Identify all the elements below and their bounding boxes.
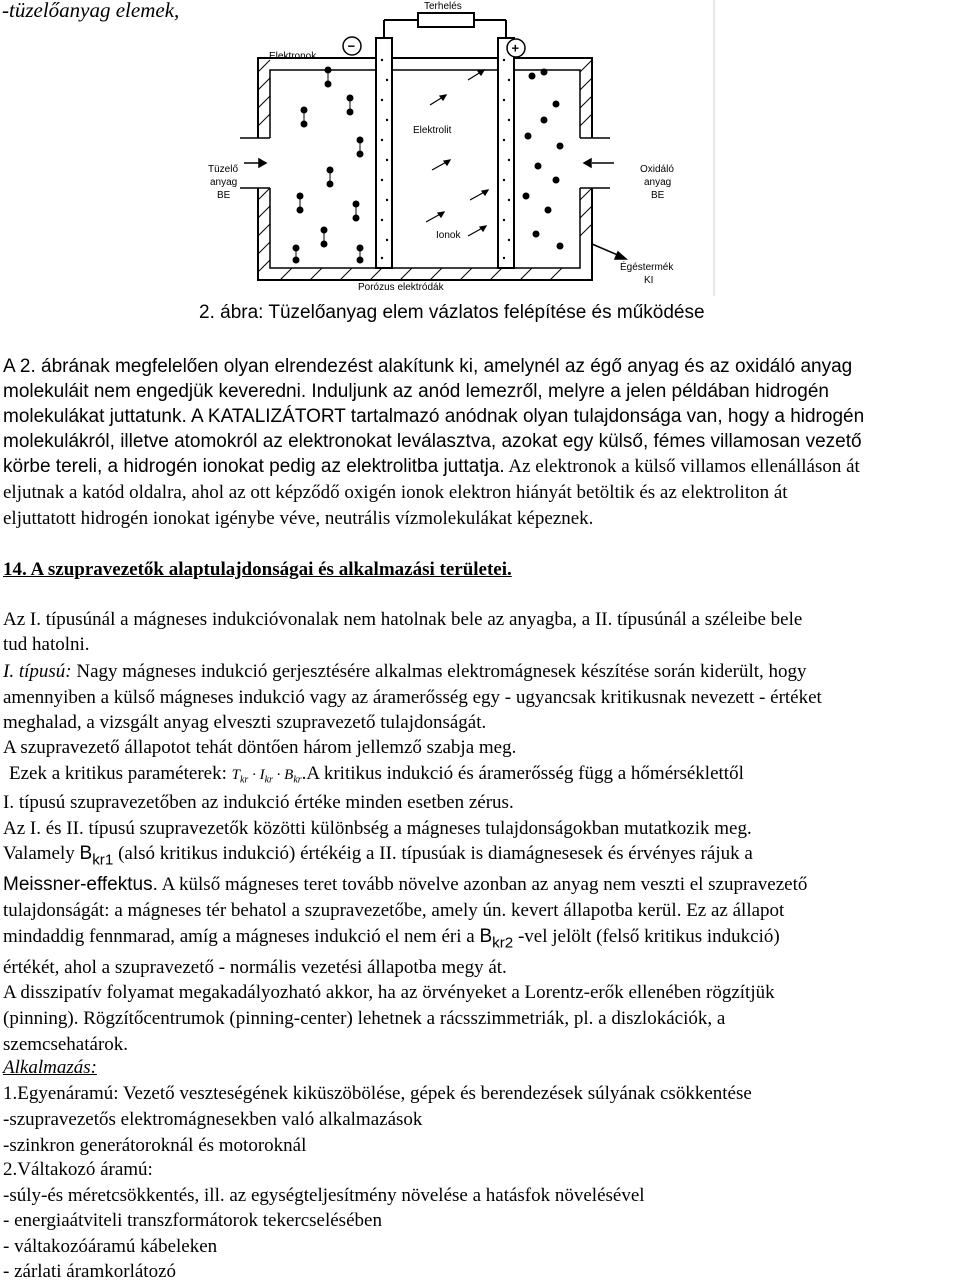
application-item-4: 2.Váltakozó áramú:: [3, 1159, 153, 1180]
oxidizer-in-label-1: Oxidáló: [640, 164, 674, 175]
section-heading: 14. A szupravezetők alaptulajdonságai és alkalmazási területei.: [3, 559, 512, 580]
top-label: -tüzelőanyag elemek,: [2, 0, 180, 22]
load-resistor: [418, 13, 474, 27]
application-item-8: - zárlati áramkorlátozó: [3, 1261, 177, 1282]
porous-electrode-anode: [376, 38, 392, 268]
fuel-in-label-1: Tüzelő: [208, 164, 239, 175]
type1-line-1: I. típusú: Nagy mágneses indukció gerjesztésére alkalmas elektromágnesek készítése során kiderült, hogy: [3, 661, 807, 682]
products-out-label-1: Égéstermék: [620, 262, 674, 273]
p1-line-1: A 2. ábrának megfelelően olyan elrendezést alakítunk ki, amelynél az égő anyag és az oxidáló anyag: [3, 356, 853, 377]
p1-line-2: molekuláit nem engedjük keveredni. Induljunk az anód lemezről, melyre a jelen példában hidrogén: [3, 381, 829, 402]
after-bkr2-line-4: szemcsehatárok.: [3, 1034, 129, 1055]
svg-text:+: +: [511, 40, 520, 56]
mid-line-1: tulajdonságát: a mágneses tér behatol a szupravezetőbe, amely ún. kevert állapotba kerül. Ez az állapot: [3, 900, 785, 921]
p1-line-3: molekulákat juttatunk. A KATALIZÁTORT tartalmazó anódnak olyan tulajdonsága van, hogy a hidrogén: [3, 406, 865, 427]
type1-line-2: amennyiben a külső mágneses indukció vagy az áramerősség egy - ugyancsak kritikusnak nevezett - értéket: [3, 687, 822, 708]
oxidizer-inlet-arrow: [584, 159, 614, 167]
after-bkr2-line-2: A disszipatív folyamat megakadályozható akkor, ha az örvényeket a Lorentz-erők ellenében rögzítjük: [3, 982, 775, 1003]
types-line-2: tud hatolni.: [3, 634, 90, 655]
porous-electrodes-label: Porózus elektródák: [358, 282, 444, 293]
type1-line-3: meghalad, a vizsgált anyag elveszti szupravezető tulajdonságát.: [3, 712, 487, 733]
load-label: Terhelés: [424, 1, 462, 12]
positive-terminal: [507, 39, 525, 57]
p3-line-1: eljutnak a katód oldalra, ahol az ott képződő oxigén ionok elektron hiányát betöltik és az elektroliton át: [3, 482, 788, 503]
application-item-6: - energiaátviteli transzformátorok tekercselésében: [3, 1210, 382, 1231]
after-params-line-2: Az I. és II. típusú szupravezetők közötti különbség a mágneses tulajdonságokban mutatkozik meg.: [3, 818, 752, 839]
p2-line-1: molekulákról, illetve atomokról az elektronokat leválasztva, azokat egy külső, fémes villamosan vezető: [3, 431, 862, 452]
after-params-line-1: I. típusú szupravezetőben az indukció értéke minden esetben zérus.: [3, 792, 514, 813]
oxidizer-in-label-3: BE: [651, 190, 665, 201]
electrolyte-label: Elektrolit: [413, 125, 452, 136]
electrons-label: Elektronok: [269, 51, 317, 62]
electron-flow-arrows: [426, 70, 488, 236]
critical-params-line: Ezek a kritikus paraméterek: $T_{kr} \cdot I_{kr} \cdot B_{kr}.A$ kritikus indukció és áramerősség függ a hőmérséklettől: [9, 763, 744, 786]
critical-formula: $T_{kr} \cdot I_{kr} \cdot B_{kr}$: [231, 767, 302, 786]
oxidizer-in-label-2: anyag: [644, 177, 672, 188]
oxidizer-molecules: [523, 69, 563, 249]
applications-heading: Alkalmazás:: [3, 1057, 97, 1078]
fuel-cell-diagram: [200, 0, 720, 296]
fuel-molecules: [293, 67, 363, 263]
p3-line-2: eljuttatott hidrogén ionokat igénybe véve, neutrális vízmolekulákat képeznek.: [3, 508, 594, 529]
products-out-label-2: KI: [644, 275, 654, 286]
application-item-5: -súly-és méretcsökkentés, ill. az egységteljesítmény növelése a hatásfok növelésével: [3, 1185, 645, 1206]
products-outlet-arrow: [592, 244, 626, 259]
application-item-1: 1.Egyenáramú: Vezető veszteségének kiküszöbölése, gépek és berendezések súlyának csökkentése: [3, 1083, 752, 1104]
types-line-1: Az I. típusúnál a mágneses indukcióvonalak nem hatolnak bele az anyagba, a II. típusúnál a széleibe bele: [3, 609, 803, 630]
after-bkr2-line-3: (pinning). Rögzítőcentrumok (pinning-center) lehetnek a rácsszimmetriák, pl. a diszlokációk, a: [3, 1008, 726, 1029]
application-item-7: - váltakozóáramú kábeleken: [3, 1236, 218, 1257]
type1-label: I. típusú:: [3, 661, 72, 682]
application-item-3: -szinkron generátoroknál és motoroknál: [3, 1135, 307, 1156]
negative-terminal: [343, 37, 361, 55]
fuel-in-label-3: BE: [217, 190, 231, 201]
bkr1-line: Valamely $B_{kr1}$ (alsó kritikus indukció) értékéig a II. típusúak is diamágnesesek és érvényes rájuk a: [3, 843, 753, 869]
application-item-2: -szupravezetős elektromágnesekben való alkalmazások: [3, 1109, 423, 1130]
porous-electrode-cathode: [498, 38, 514, 268]
meissner-line: Meissner-effektus. A külső mágneses teret tovább növelve azonban az anyag nem veszti el szupravezető: [3, 874, 808, 895]
after-bkr2-line-1: értékét, ahol a szupravezető - normális vezetési állapotba megy át.: [3, 957, 507, 978]
p2-line-2: körbe tereli, a hidrogén ionokat pedig az elektrolitba juttatja. Az elektronok a külső villamos ellenálláson át: [3, 456, 860, 477]
external-circuit: [384, 13, 506, 38]
svg-text:−: −: [347, 38, 356, 54]
fuel-in-label-2: anyag: [210, 177, 238, 188]
ions-label: Ionok: [436, 230, 461, 241]
bkr2-line: mindaddig fennmarad, amíg a mágneses indukció el nem éri a $B_{kr2}$ -vel jelölt (felső kritikus indukció): [3, 926, 780, 952]
figure-caption: 2. ábra: Tüzelőanyag elem vázlatos felépítése és működése: [199, 302, 705, 323]
type1-line-4: A szupravezető állapotot tehát döntően három jellemző szabja meg.: [3, 737, 517, 758]
